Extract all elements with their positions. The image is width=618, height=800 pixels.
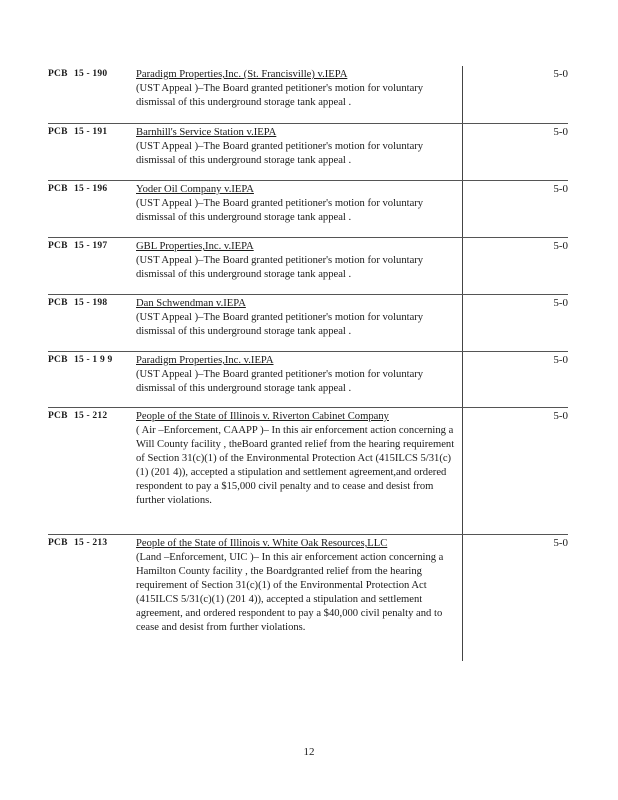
case-number-cell: [48, 124, 136, 180]
case-summary: (UST Appeal )–The Board granted petitioner's motion for voluntary dismissal of this underground storage tank appeal .: [136, 83, 424, 108]
table-row: [48, 351, 568, 407]
description-cell: [136, 66, 460, 123]
vote-tally: 5-0: [553, 537, 568, 549]
case-summary: (UST Appeal )–The Board granted petitioner's motion for voluntary dismissal of this underground storage tank appeal .: [136, 198, 424, 223]
column-divider: [462, 295, 463, 351]
column-divider: [462, 535, 463, 661]
column-divider: [462, 181, 463, 237]
case-title: Yoder Oil Company v.IEPA: [136, 184, 254, 195]
case-number-cell: [48, 535, 136, 661]
case-number: 15 - 213: [74, 538, 108, 548]
column-divider: [462, 66, 463, 123]
case-number-cell: [48, 181, 136, 237]
description-cell: [136, 352, 460, 407]
table-row: [48, 66, 568, 123]
case-title: Barnhill's Service Station v.IEPA: [136, 127, 277, 138]
board-code: PCB: [48, 69, 68, 79]
vote-tally: 5-0: [553, 183, 568, 195]
board-code: PCB: [48, 411, 68, 421]
description-cell: [136, 295, 460, 351]
case-title: People of the State of Illinois v. White Oak Resources,LLC: [136, 538, 388, 549]
docket-table: [48, 66, 568, 661]
board-code: PCB: [48, 298, 68, 308]
case-summary: (Land –Enforcement, UIC )– In this air enforcement action concerning a Hamilton County facility , the Boardgranted relief from the hearing requirement of Section 31(c)(1) of the Environmental Protection Act (415ILCS 5/31(c)(1) (201 4)), accepted a stipulation and settlement agreement, and ordered respondent to pay a $40,000 civil penalty and to cease and desist from further violations.: [136, 552, 444, 633]
table-row: [48, 180, 568, 237]
vote-tally: 5-0: [553, 68, 568, 80]
case-title: Dan Schwendman v.IEPA: [136, 298, 246, 309]
case-number-cell: [48, 352, 136, 407]
description-cell: [136, 535, 460, 661]
case-summary: (UST Appeal )–The Board granted petitioner's motion for voluntary dismissal of this underground storage tank appeal .: [136, 255, 424, 280]
description-cell: [136, 124, 460, 180]
case-number: 15 - 1 9 9: [74, 355, 113, 365]
case-summary: ( Air –Enforcement, CAAPP )– In this air enforcement action concerning a Will County facility , theBoard granted relief from the hearing requirement of Section 31(c)(1) of the Environmental Protection Act (415ILCS 5/31(c)(1) (201 4)), accepted a stipulation and settlement agreement,and ordered respondent to pay a $15,000 civil penalty and to cease and desist from further violations.: [136, 425, 455, 506]
column-divider: [462, 238, 463, 294]
case-number-cell: [48, 408, 136, 534]
table-row: [48, 237, 568, 294]
case-title: GBL Properties,Inc. v.IEPA: [136, 241, 254, 252]
table-row: [48, 534, 568, 661]
case-number: 15 - 197: [74, 241, 108, 251]
column-divider: [462, 408, 463, 534]
case-number-cell: [48, 66, 136, 123]
column-divider: [462, 352, 463, 407]
case-title: Paradigm Properties,Inc. (St. Francisville) v.IEPA: [136, 69, 348, 80]
vote-tally: 5-0: [553, 240, 568, 252]
column-divider: [462, 124, 463, 180]
page-number: 12: [303, 746, 315, 758]
vote-tally: 5-0: [553, 126, 568, 138]
description-cell: [136, 408, 460, 534]
board-code: PCB: [48, 127, 68, 137]
description-cell: [136, 181, 460, 237]
vote-tally: 5-0: [553, 410, 568, 422]
case-number: 15 - 190: [74, 69, 108, 79]
case-title: Paradigm Properties,Inc. v.IEPA: [136, 355, 274, 366]
case-title: People of the State of Illinois v. Riverton Cabinet Company: [136, 411, 389, 422]
vote-tally: 5-0: [553, 297, 568, 309]
vote-tally: 5-0: [553, 354, 568, 366]
case-number: 15 - 198: [74, 298, 108, 308]
case-summary: (UST Appeal )–The Board granted petitioner's motion for voluntary dismissal of this underground storage tank appeal .: [136, 369, 424, 394]
table-row: [48, 294, 568, 351]
description-cell: [136, 238, 460, 294]
case-number: 15 - 191: [74, 127, 108, 137]
case-number: 15 - 196: [74, 184, 108, 194]
table-row: [48, 407, 568, 534]
case-number-cell: [48, 238, 136, 294]
case-number-cell: [48, 295, 136, 351]
case-summary: (UST Appeal )–The Board granted petitioner's motion for voluntary dismissal of this underground storage tank appeal .: [136, 312, 424, 337]
case-summary: (UST Appeal )–The Board granted petitioner's motion for voluntary dismissal of this underground storage tank appeal .: [136, 141, 424, 166]
table-row: [48, 123, 568, 180]
case-number: 15 - 212: [74, 411, 108, 421]
board-code: PCB: [48, 538, 68, 548]
board-code: PCB: [48, 241, 68, 251]
board-code: PCB: [48, 184, 68, 194]
board-code: PCB: [48, 355, 68, 365]
